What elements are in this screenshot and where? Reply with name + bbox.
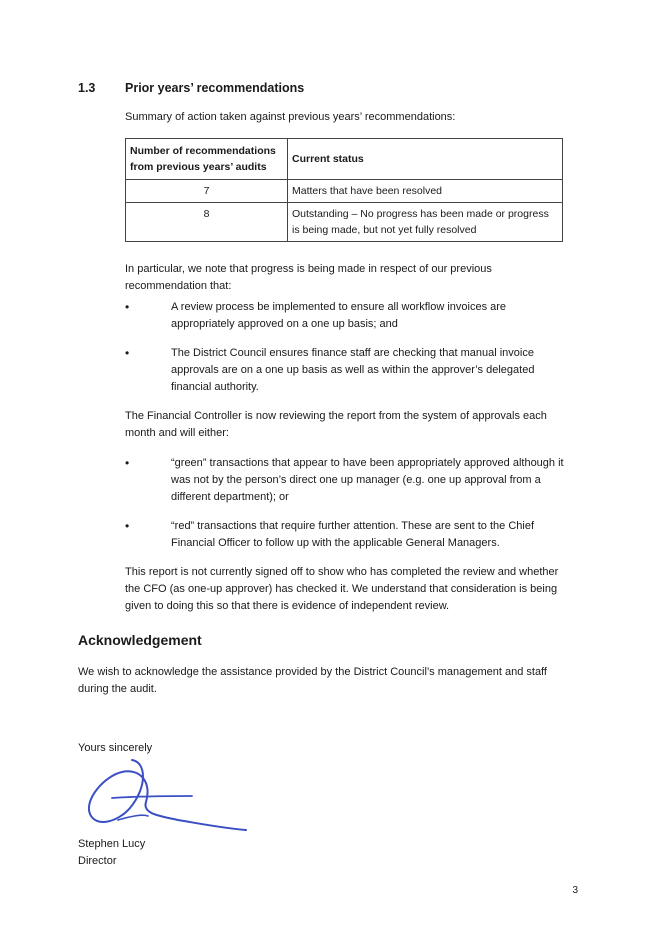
table-cell-status: Matters that have been resolved xyxy=(288,180,563,203)
signatory-name: Stephen Lucy xyxy=(78,838,146,850)
list-item: • A review process be implemented to ensure all workflow invoices are appropriately approved on a one up basis; and xyxy=(125,299,580,333)
report-paragraph: This report is not currently signed off to show who has completed the review and whether the CFO (as one-up approver) has checked it. We understand that consideration is being given to doing this so that there is evidence of independent review. xyxy=(125,566,559,612)
table-cell-count: 7 xyxy=(126,180,288,203)
list-item: • “red” transactions that require further attention. These are sent to the Chief Financial Officer to follow up with the applicable General Managers. xyxy=(125,518,580,552)
signature xyxy=(82,756,252,838)
table-row xyxy=(126,203,563,242)
section-number: 1.3 xyxy=(78,81,96,95)
list-item: • The District Council ensures finance staff are checking that manual invoice approvals are on a one up basis as well as within the approver’s delegated financial authority. xyxy=(125,345,580,396)
page-number: 3 xyxy=(572,885,578,896)
salutation: Yours sincerely xyxy=(78,742,153,754)
table-header-status: Current status xyxy=(288,139,563,180)
table-cell-count: 8 xyxy=(126,203,288,242)
controller-bullet-list xyxy=(125,455,580,552)
table-header-row xyxy=(126,139,563,180)
table-cell-status: Outstanding – No progress has been made or progress is being made, but not yet fully resolved xyxy=(288,203,563,242)
table-row xyxy=(126,180,563,203)
signatory-role: Director xyxy=(78,855,117,867)
section-title: Prior years’ recommendations xyxy=(125,81,305,95)
list-item: • “green” transactions that appear to have been appropriately approved although it was not by the person’s direct one up manager (e.g. one up approval from a different department); or xyxy=(125,455,580,506)
section-heading xyxy=(78,80,304,97)
recommendations-table xyxy=(125,138,563,242)
recommendation-bullet-list xyxy=(125,299,580,396)
section-intro: Summary of action taken against previous years’ recommendations: xyxy=(125,111,456,123)
progress-paragraph: In particular, we note that progress is being made in respect of our previous recommendation that: xyxy=(125,263,492,292)
table-header-count: Number of recommendations from previous years’ audits xyxy=(126,139,288,180)
acknowledgement-title: Acknowledgement xyxy=(78,632,202,648)
acknowledgement-text: We wish to acknowledge the assistance provided by the District Council’s management and staff during the audit. xyxy=(78,666,547,695)
controller-paragraph: The Financial Controller is now reviewing the report from the system of approvals each month and will either: xyxy=(125,410,547,439)
